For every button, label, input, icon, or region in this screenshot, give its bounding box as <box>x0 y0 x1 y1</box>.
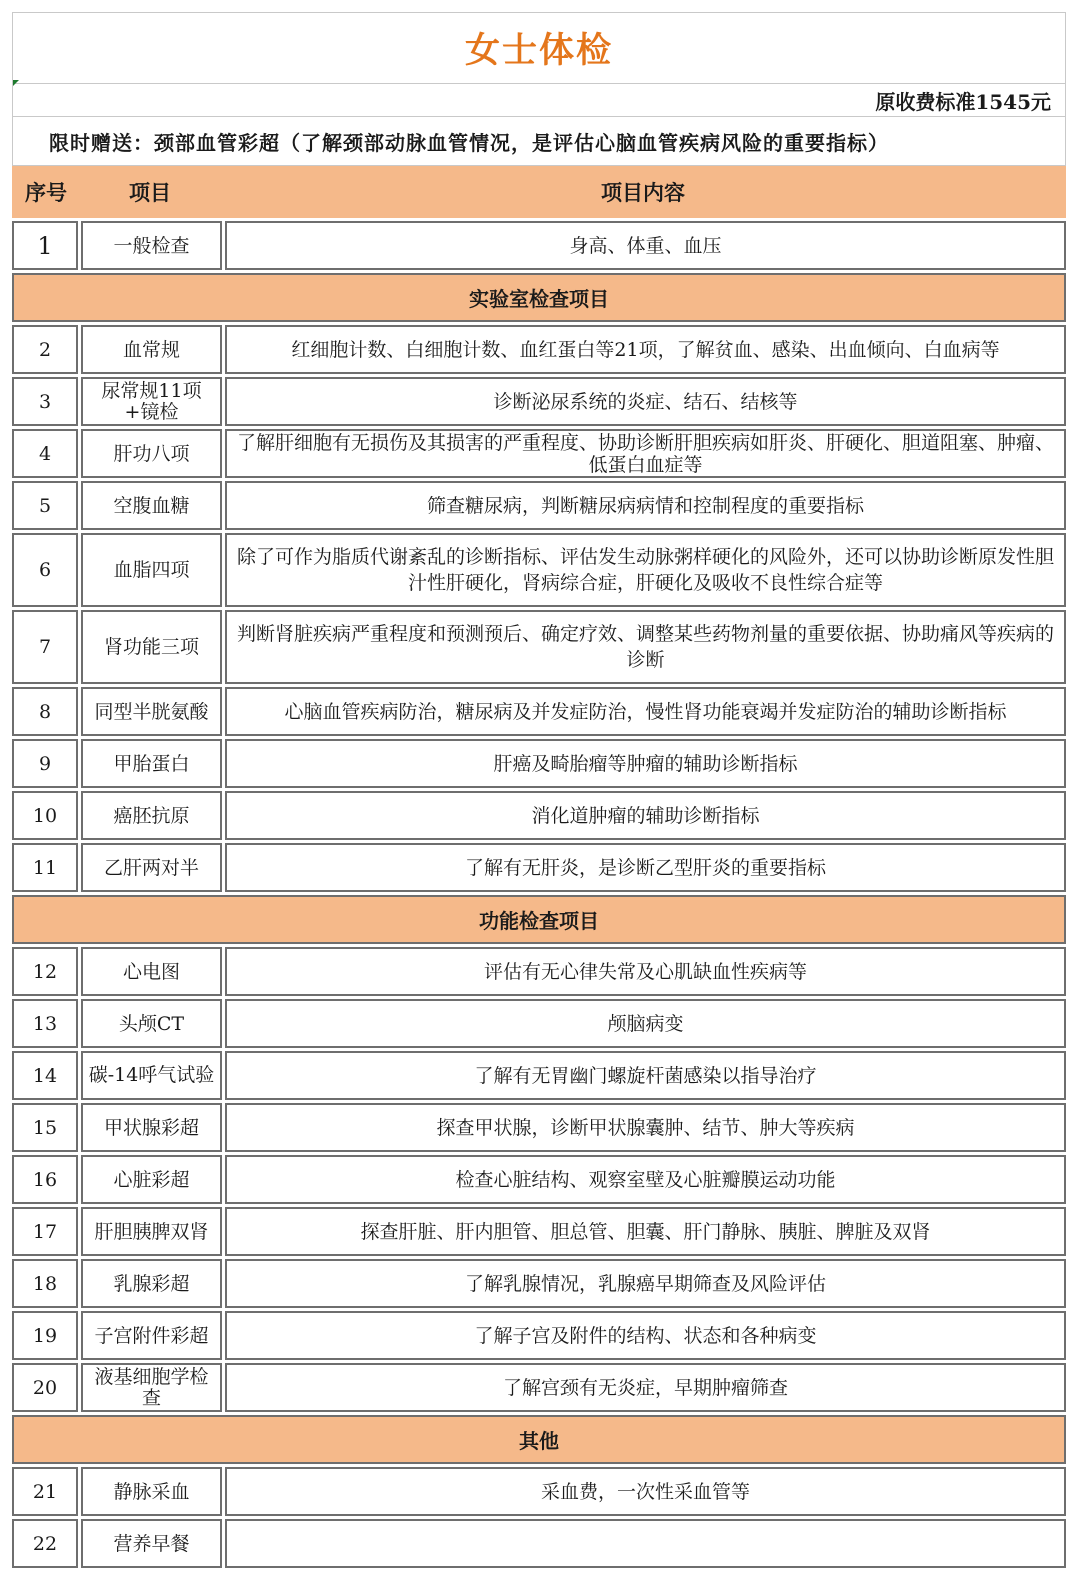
row-item: 静脉采血 <box>81 1467 222 1516</box>
row-content: 评估有无心律失常及心肌缺血性疾病等 <box>225 947 1066 996</box>
row-item: 血脂四项 <box>81 533 222 607</box>
table-row <box>12 610 1066 684</box>
row-content: 了解乳腺情况，乳腺癌早期筛查及风险评估 <box>225 1259 1066 1308</box>
table-row <box>12 325 1066 374</box>
row-number: 8 <box>12 687 78 736</box>
row-number: 11 <box>12 843 78 892</box>
row-item: 尿常规11项+镜检 <box>81 377 222 426</box>
row-content: 探查肝脏、肝内胆管、胆总管、胆囊、肝门静脉、胰脏、脾脏及双肾 <box>225 1207 1066 1256</box>
row-number: 5 <box>12 481 78 530</box>
section-header-lab: 实验室检查项目 <box>12 273 1066 322</box>
table-row <box>12 377 1066 426</box>
table-row <box>12 1051 1066 1100</box>
table-row <box>12 1467 1066 1516</box>
row-content: 肝癌及畸胎瘤等肿瘤的辅助诊断指标 <box>225 739 1066 788</box>
row-number: 7 <box>12 610 78 684</box>
table-row <box>12 1207 1066 1256</box>
row-content: 了解子宫及附件的结构、状态和各种病变 <box>225 1311 1066 1360</box>
header-content: 项目内容 <box>601 180 685 205</box>
table-row <box>12 947 1066 996</box>
row-number: 10 <box>12 791 78 840</box>
row-content: 消化道肿瘤的辅助诊断指标 <box>225 791 1066 840</box>
exam-package-sheet <box>12 12 1066 1568</box>
row-number: 19 <box>12 1311 78 1360</box>
table-row <box>12 429 1066 478</box>
price-row <box>12 83 1066 116</box>
row-item: 血常规 <box>81 325 222 374</box>
row-content: 了解宫颈有无炎症，早期肿瘤筛查 <box>225 1363 1066 1412</box>
row-item: 甲状腺彩超 <box>81 1103 222 1152</box>
row-item: 空腹血糖 <box>81 481 222 530</box>
row-content: 判断肾脏疾病严重程度和预测预后、确定疗效、调整某些药物剂量的重要依据、协助痛风等疾病的诊断 <box>225 610 1066 684</box>
row-item: 头颅CT <box>81 999 222 1048</box>
section-header-other: 其他 <box>12 1415 1066 1464</box>
row-content: 检查心脏结构、观察室壁及心脏瓣膜运动功能 <box>225 1155 1066 1204</box>
row-number: 3 <box>12 377 78 426</box>
row-item: 乙肝两对半 <box>81 843 222 892</box>
table-row <box>12 1519 1066 1568</box>
row-number: 4 <box>12 429 78 478</box>
table-row <box>12 791 1066 840</box>
table-row <box>12 687 1066 736</box>
header-item: 项目 <box>129 180 171 205</box>
row-content: 除了可作为脂质代谢紊乱的诊断指标、评估发生动脉粥样硬化的风险外，还可以协助诊断原发性胆汁性肝硬化，肾病综合症，肝硬化及吸收不良性综合症等 <box>225 533 1066 607</box>
row-content: 了解有无肝炎，是诊断乙型肝炎的重要指标 <box>225 843 1066 892</box>
table-row <box>12 1155 1066 1204</box>
gift-text: 限时赠送：颈部血管彩超（了解颈部动脉血管情况，是评估心脑血管疾病风险的重要指标） <box>49 130 889 155</box>
row-content: 红细胞计数、白细胞计数、血红蛋白等21项，了解贫血、感染、出血倾向、白血病等 <box>225 325 1066 374</box>
row-number: 21 <box>12 1467 78 1516</box>
row-number: 16 <box>12 1155 78 1204</box>
table-row <box>12 481 1066 530</box>
row-number: 1 <box>12 221 78 270</box>
table-row <box>12 533 1066 607</box>
row-item: 肝功八项 <box>81 429 222 478</box>
row-item: 心脏彩超 <box>81 1155 222 1204</box>
row-item: 碳-14呼气试验 <box>81 1051 222 1100</box>
table-row <box>12 1363 1066 1412</box>
table-row <box>12 739 1066 788</box>
row-item: 乳腺彩超 <box>81 1259 222 1308</box>
row-content: 诊断泌尿系统的炎症、结石、结核等 <box>225 377 1066 426</box>
row-content: 了解有无胃幽门螺旋杆菌感染以指导治疗 <box>225 1051 1066 1100</box>
row-number: 2 <box>12 325 78 374</box>
section-header-function: 功能检查项目 <box>12 895 1066 944</box>
row-number: 12 <box>12 947 78 996</box>
row-item: 肾功能三项 <box>81 610 222 684</box>
table-row <box>12 843 1066 892</box>
row-item: 液基细胞学检查 <box>81 1363 222 1412</box>
row-item: 甲胎蛋白 <box>81 739 222 788</box>
row-number: 15 <box>12 1103 78 1152</box>
row-number: 17 <box>12 1207 78 1256</box>
row-item: 营养早餐 <box>81 1519 222 1568</box>
table-row <box>12 1259 1066 1308</box>
row-number: 9 <box>12 739 78 788</box>
row-number: 14 <box>12 1051 78 1100</box>
row-number: 18 <box>12 1259 78 1308</box>
row-item: 一般检查 <box>81 221 222 270</box>
row-number: 22 <box>12 1519 78 1568</box>
table-row <box>12 1103 1066 1152</box>
row-item: 心电图 <box>81 947 222 996</box>
title-row <box>12 12 1066 83</box>
row-item: 癌胚抗原 <box>81 791 222 840</box>
row-number: 13 <box>12 999 78 1048</box>
table-header <box>12 166 1066 218</box>
row-content: 探查甲状腺，诊断甲状腺囊肿、结节、肿大等疾病 <box>225 1103 1066 1152</box>
row-number: 6 <box>12 533 78 607</box>
row-number: 20 <box>12 1363 78 1412</box>
row-content: 采血费，一次性采血管等 <box>225 1467 1066 1516</box>
page-title: 女士体检 <box>464 30 613 71</box>
row-content: 身高、体重、血压 <box>225 221 1066 270</box>
exam-table <box>12 221 1066 1568</box>
table-row <box>12 1311 1066 1360</box>
table-row <box>12 999 1066 1048</box>
row-content: 颅脑病变 <box>225 999 1066 1048</box>
table-row <box>12 221 1066 270</box>
row-item: 肝胆胰脾双肾 <box>81 1207 222 1256</box>
row-item: 子宫附件彩超 <box>81 1311 222 1360</box>
cell-corner-marker <box>13 80 19 86</box>
row-content: 心脑血管疾病防治，糖尿病及并发症防治，慢性肾功能衰竭并发症防治的辅助诊断指标 <box>225 687 1066 736</box>
gift-row <box>12 116 1066 166</box>
original-price-label: 原收费标准1545元 <box>875 89 1051 114</box>
row-content <box>225 1519 1066 1568</box>
row-content: 了解肝细胞有无损伤及其损害的严重程度、协助诊断肝胆疾病如肝炎、肝硬化、胆道阻塞、肿瘤、低蛋白血症等 <box>225 429 1066 478</box>
header-no: 序号 <box>25 180 67 205</box>
row-content: 筛查糖尿病，判断糖尿病病情和控制程度的重要指标 <box>225 481 1066 530</box>
row-item: 同型半胱氨酸 <box>81 687 222 736</box>
